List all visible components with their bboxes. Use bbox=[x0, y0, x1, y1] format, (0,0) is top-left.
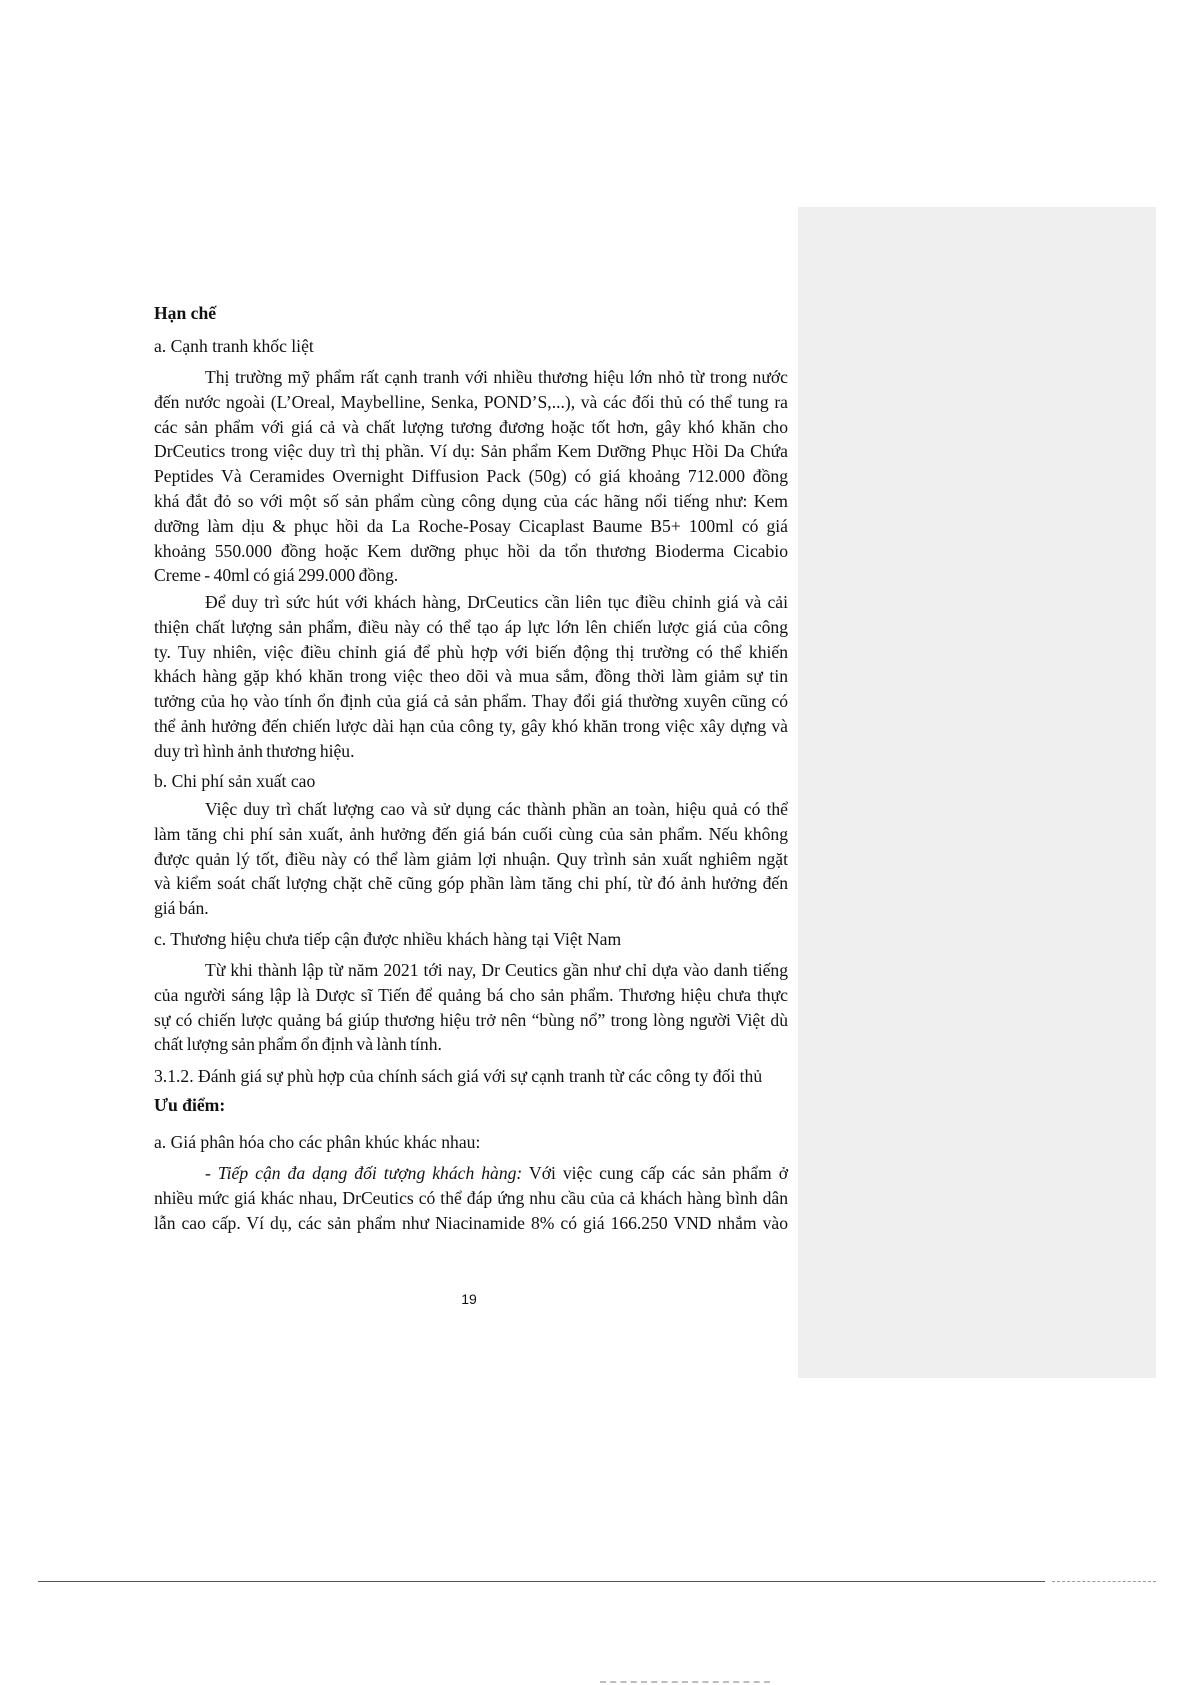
paragraph-line: Peptides Và Ceramides Overnight Diffusion Pack (50g) có giá khoảng 712.000 đồng bbox=[154, 466, 788, 487]
paragraph-line: khá đắt đỏ so với một số sản phẩm cùng công dụng của các hãng nổi tiếng như: Kem bbox=[154, 490, 788, 511]
paragraph bbox=[154, 365, 788, 588]
paragraph bbox=[154, 590, 788, 764]
paragraph-line: Từ khi thành lập từ năm 2021 tới nay, Dr Ceutics gần như chỉ dựa vào danh tiếng bbox=[205, 960, 788, 980]
paragraph-line: Để duy trì sức hút với khách hàng, DrCeutics cần liên tục điều chỉnh giá và cải bbox=[205, 592, 788, 612]
paragraph-line: ty. Tuy nhiên, việc điều chỉnh giá để phù hợp với biến động thị trường có thể khiến bbox=[154, 641, 788, 662]
subsection-heading-c: c. Thương hiệu chưa tiếp cận được nhiều khách hàng tại Việt Nam bbox=[154, 929, 622, 949]
paragraph-line: đến nước ngoài (L’Oreal, Maybelline, Senka, POND’S,...), và các đối thủ có thể tung ra bbox=[154, 391, 788, 412]
paragraph-line: thể ảnh hưởng đến chiến lược dài hạn của công ty, gây khó khăn trong việc xây dựng và bbox=[154, 715, 788, 736]
paragraph-line: nhiều mức giá khác nhau, DrCeutics có thể đáp ứng nhu cầu của cả khách hàng bình dân bbox=[154, 1187, 788, 1208]
paragraph-line: sự có chiến lược quảng bá giúp thương hiệu trở nên “bùng nổ” trong lòng người Việt dù bbox=[154, 1009, 788, 1030]
paragraph bbox=[154, 1161, 788, 1235]
page-break-rule-dashed bbox=[1052, 1581, 1156, 1582]
paragraph-line: lẫn cao cấp. Ví dụ, các sản phẩm như Niacinamide 8% có giá 166.250 VND nhắm vào bbox=[154, 1212, 788, 1233]
line-text: Với việc cung cấp các sản phẩm ở bbox=[528, 1163, 789, 1183]
paragraph-line: thiện chất lượng sản phẩm, điều này có thể tạo áp lực lớn lên chiến lược giá của công bbox=[154, 616, 788, 637]
paragraph-line: của người sáng lập là Dược sĩ Tiến để quảng bá cho sản phẩm. Thương hiệu chưa thực bbox=[154, 984, 788, 1005]
paragraph-line: các sản phẩm với giá cả và chất lượng tương đương hoặc tốt hơn, gây khó khăn cho bbox=[154, 416, 788, 437]
paragraph-line: chất lượng sản phẩm ổn định và lành tính. bbox=[154, 1034, 442, 1055]
paragraph-line bbox=[154, 1161, 788, 1186]
paragraph-line: khoảng 550.000 đồng hoặc Kem dưỡng phục hồi da tổn thương Bioderma Cicabio bbox=[154, 540, 788, 561]
page-number: 19 bbox=[461, 1291, 477, 1307]
paragraph-line: duy trì hình ảnh thương hiệu. bbox=[154, 740, 355, 761]
paragraph-line: được quản lý tốt, điều này có thể làm giảm lợi nhuận. Quy trình sản xuất nghiêm ngặt bbox=[154, 848, 788, 869]
subsection-heading-price-differentiation: a. Giá phân hóa cho các phân khúc khác nhau: bbox=[154, 1132, 481, 1152]
paragraph-line: tưởng của họ vào tính ổn định của giá cả sản phẩm. Thay đổi giá thường xuyên cũng có bbox=[154, 691, 788, 712]
comment-margin-panel bbox=[798, 207, 1156, 1378]
paragraph-line: giá bán. bbox=[154, 898, 209, 919]
next-page-edge-marks bbox=[600, 1681, 770, 1683]
paragraph-line: DrCeutics trong việc duy trì thị phần. Ví dụ: Sản phẩm Kem Dưỡng Phục Hồi Da Chứa bbox=[154, 441, 788, 462]
section-heading-3-1-2: 3.1.2. Đánh giá sự phù hợp của chính sách giá với sự cạnh tranh từ các công ty đối thủ bbox=[154, 1066, 763, 1086]
paragraph-line: Creme - 40ml có giá 299.000 đồng. bbox=[154, 565, 399, 586]
paragraph-line: khách hàng gặp khó khăn trong việc theo dõi và mua sắm, đồng thời làm giảm sự tin bbox=[154, 666, 788, 687]
paragraph-line: làm tăng chi phí sản xuất, ảnh hưởng đến giá bán cuối cùng của sản phẩm. Nếu không bbox=[154, 823, 788, 844]
paragraph-line: dưỡng làm dịu & phục hồi da La Roche-Posay Cicaplast Baume B5+ 100ml có giá bbox=[154, 515, 788, 536]
advantages-title: Ưu điểm: bbox=[154, 1095, 226, 1115]
paragraph bbox=[154, 958, 788, 1057]
section-title-limitations: Hạn chế bbox=[154, 303, 217, 323]
paragraph-line: Việc duy trì chất lượng cao và sử dụng các thành phần an toàn, hiệu quả có thể bbox=[205, 799, 788, 819]
page-break-rule bbox=[38, 1581, 1045, 1582]
subsection-heading-a: a. Cạnh tranh khốc liệt bbox=[154, 336, 314, 356]
subsection-heading-b: b. Chi phí sản xuất cao bbox=[154, 771, 316, 791]
paragraph-line: Thị trường mỹ phẩm rất cạnh tranh với nhiều thương hiệu lớn nhỏ từ trong nước bbox=[205, 367, 788, 387]
paragraph-line: và kiểm soát chất lượng chặt chẽ cũng góp phần làm tăng chi phí, từ đó ảnh hưởng đến bbox=[154, 873, 788, 894]
paragraph bbox=[154, 797, 788, 921]
italic-lead: - Tiếp cận đa dạng đối tượng khách hàng: bbox=[205, 1163, 523, 1183]
